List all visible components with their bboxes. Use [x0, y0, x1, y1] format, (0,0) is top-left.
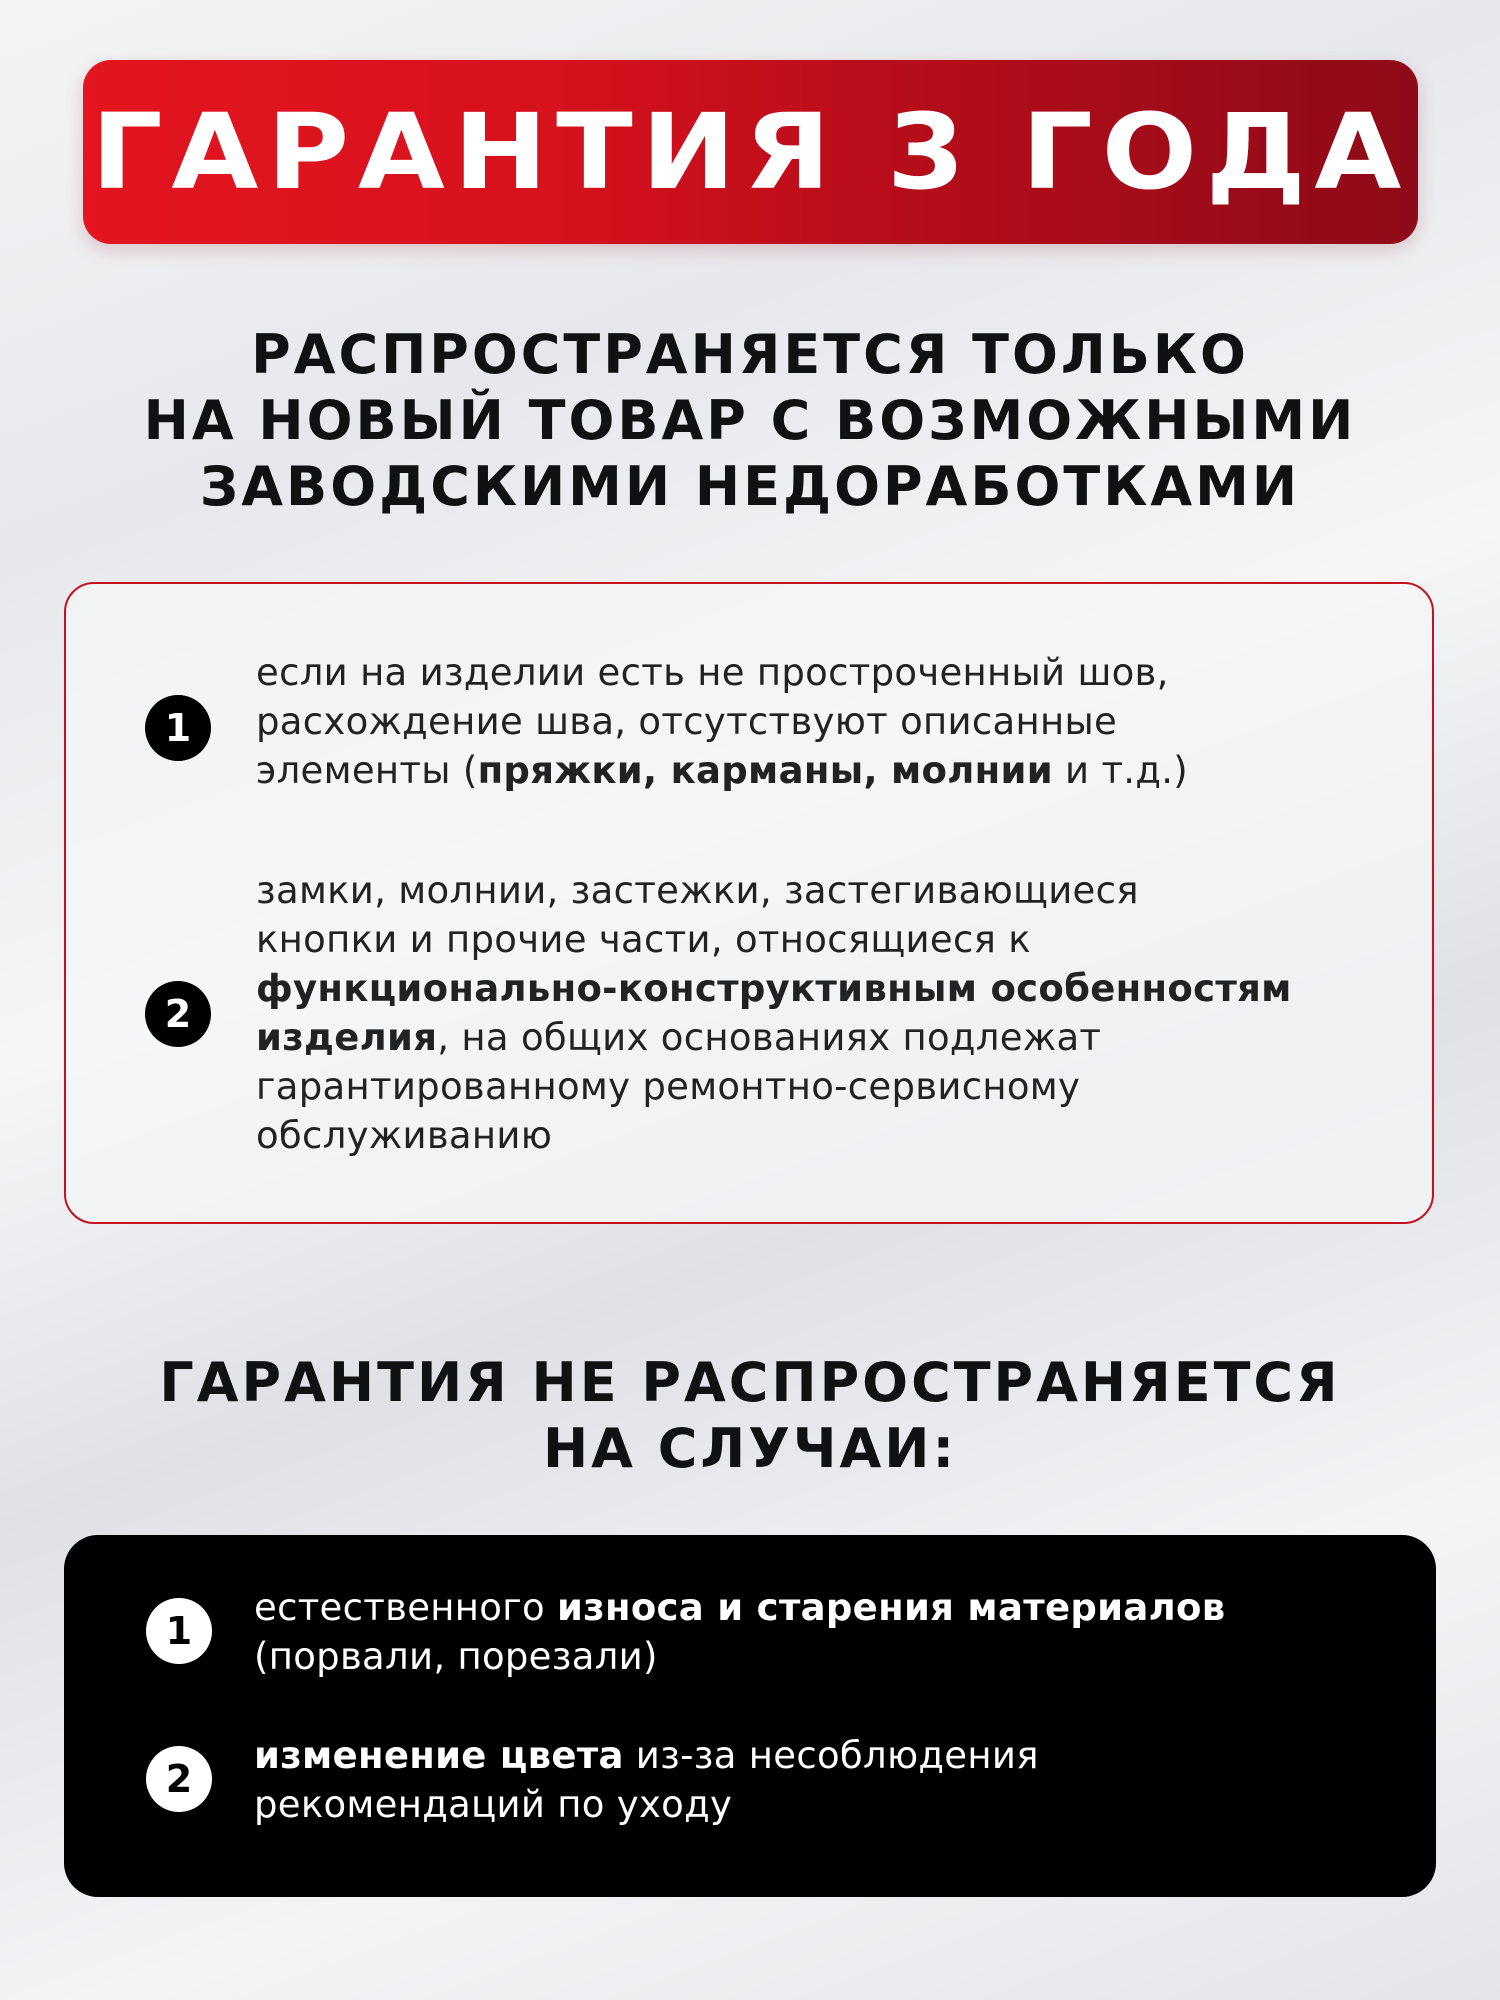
excluded-item-text: изменение цвета из-за несоблюдения рекомендаций по уходу [254, 1734, 1039, 1826]
number-badge: 1 [145, 695, 211, 761]
coverage-heading-line: РАСПРОСТРАНЯЕТСЯ ТОЛЬКО [251, 323, 1249, 386]
number-badge: 1 [146, 1598, 212, 1664]
covered-item-text: если на изделии есть не простроченный шов, расхождение шва, отсутствуют описанные элементы (пряжки, карманы, молнии и т.д.) [256, 651, 1189, 792]
exclusions-heading-line: ГАРАНТИЯ НЕ РАСПРОСТРАНЯЕТСЯ [159, 1351, 1341, 1414]
coverage-heading [0, 322, 1500, 520]
coverage-heading-line: ЗАВОДСКИМИ НЕДОРАБОТКАМИ [199, 455, 1301, 518]
banner-title: ГАРАНТИЯ 3 ГОДА [91, 91, 1410, 213]
excluded-item-text: естественного износа и старения материалов (порвали, порезали) [254, 1586, 1226, 1678]
covered-item-text: замки, молнии, застежки, застегивающиеся кнопки и прочие части, относящиеся к функционально-конструктивным особенностям изделия, на общих основаниях подлежат гарантированному ремонтно-сервисному обслуживанию [256, 869, 1292, 1157]
warranty-banner [83, 60, 1418, 244]
number-badge: 2 [145, 981, 211, 1047]
excluded-cases-card [64, 1535, 1436, 1897]
covered-cases-card [64, 582, 1434, 1224]
number-badge: 2 [146, 1746, 212, 1812]
coverage-heading-line: НА НОВЫЙ ТОВАР С ВОЗМОЖНЫМИ [143, 389, 1357, 452]
exclusions-heading-line: НА СЛУЧАИ: [542, 1417, 958, 1480]
exclusions-heading [0, 1350, 1500, 1482]
